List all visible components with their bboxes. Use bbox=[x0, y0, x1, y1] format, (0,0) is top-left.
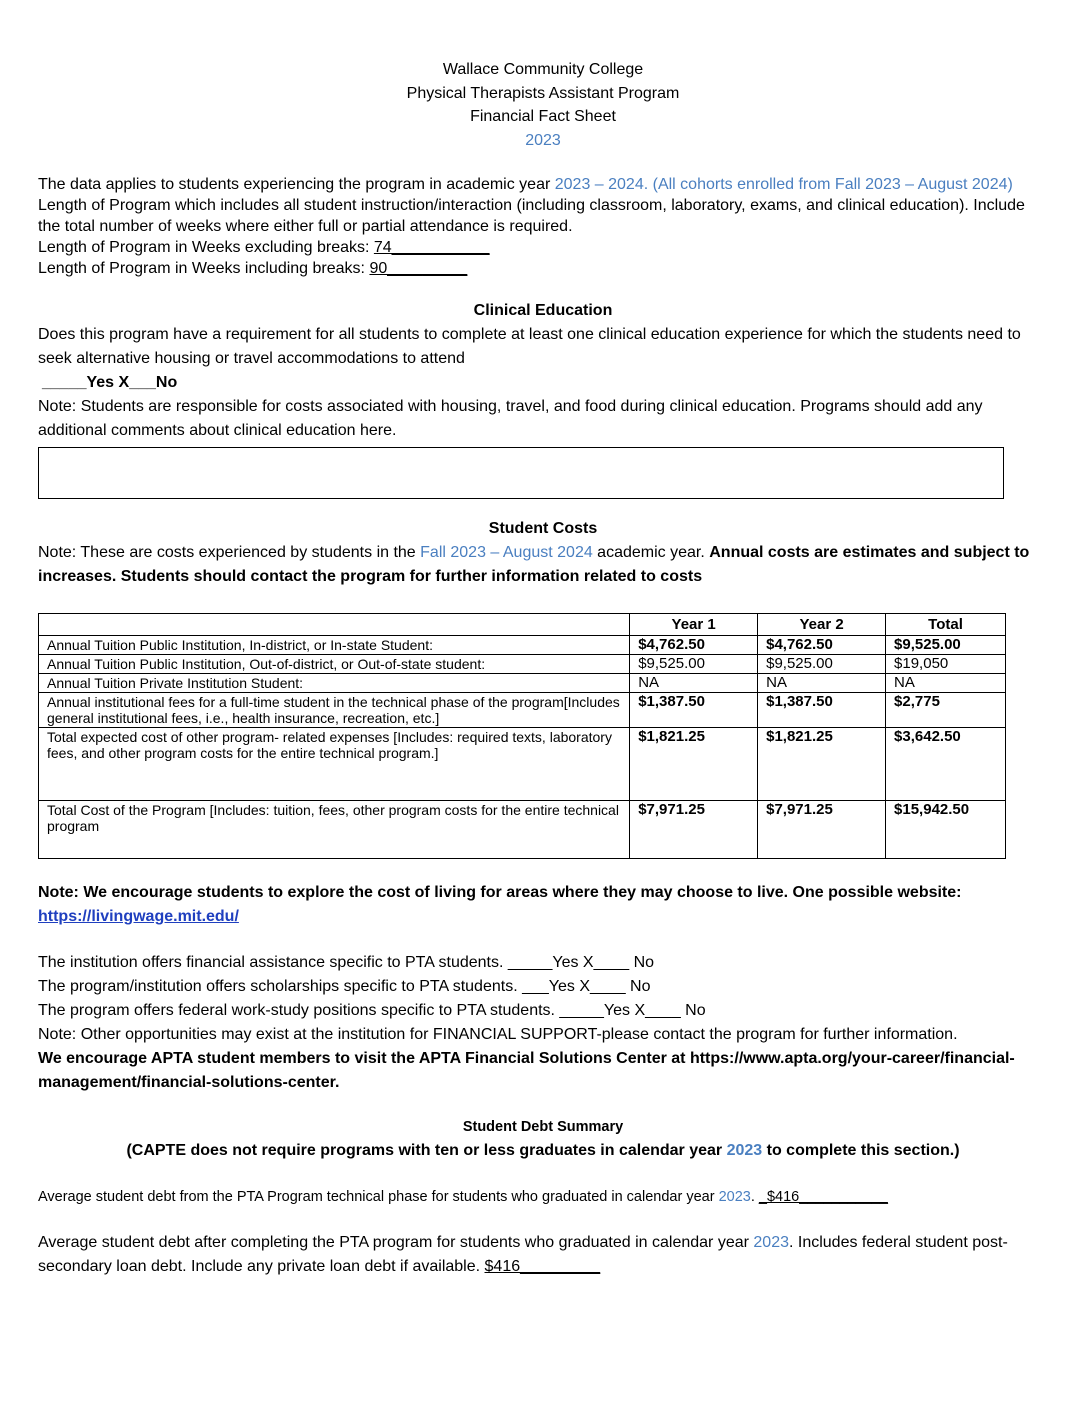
average-debt-technical: Average student debt from the PTA Program technical phase for students who graduated in calendar year 2023. _$416___________ bbox=[38, 1189, 888, 1205]
assistance-question: The institution offers financial assistance specific to PTA students. _____Yes X____ No bbox=[38, 954, 655, 971]
apta-note: We encourage APTA student members to visit the APTA Financial Solutions Center at https://www.apta.org/your-career/financial-management/financial-solutions-center. bbox=[38, 1050, 1015, 1091]
sheet-name: Financial Fact Sheet bbox=[470, 108, 616, 125]
intro-academic-year: The data applies to students experiencing the program in academic year 2023 – 2024. (All cohorts enrolled from Fall 2023 – August 2024) bbox=[38, 176, 1013, 193]
support-note: Note: Other opportunities may exist at the institution for FINANCIAL SUPPORT-please contact the program for further information. bbox=[38, 1026, 958, 1043]
length-including-breaks: Length of Program in Weeks including breaks: 90_________ bbox=[38, 260, 468, 277]
row-label: Total Cost of the Program [Includes: tuition, fees, other program costs for the entire technical program bbox=[39, 801, 630, 859]
row-label: Annual Tuition Public Institution, Out-of-district, or Out-of-state student: bbox=[39, 655, 630, 674]
fact-sheet-page bbox=[38, 58, 1048, 1279]
year2-value: $4,762.50 bbox=[758, 636, 886, 655]
table-row bbox=[39, 801, 1006, 859]
livingwage-link[interactable]: https://livingwage.mit.edu/ bbox=[38, 908, 239, 925]
total-value: $19,050 bbox=[886, 655, 1006, 674]
table-row bbox=[39, 674, 1006, 693]
year2-value: $1,821.25 bbox=[758, 728, 886, 801]
costs-note: Note: These are costs experienced by students in the Fall 2023 – August 2024 academic year. Annual costs are estimates and subject to increases. Students should contact the program for further information related to costs bbox=[38, 544, 1030, 585]
year1-value: $4,762.50 bbox=[630, 636, 758, 655]
row-label: Total expected cost of other program- related expenses [Includes: required texts, laboratory fees, and other program costs for the entire technical program.] bbox=[39, 728, 630, 801]
length-excluding-breaks: Length of Program in Weeks excluding breaks: 74___________ bbox=[38, 239, 490, 256]
college-name: Wallace Community College bbox=[442, 61, 644, 78]
year2-value: $9,525.00 bbox=[758, 655, 886, 674]
length-description: Length of Program which includes all student instruction/interaction (including classroom, laboratory, exams, and clinical education). Include the total number of weeks where either full or partial attendance is required. bbox=[38, 197, 1025, 235]
table-row bbox=[39, 693, 1006, 728]
row-label: Annual Tuition Public Institution, In-district, or In-state Student: bbox=[39, 636, 630, 655]
total-value: $9,525.00 bbox=[886, 636, 1006, 655]
column-header-year1: Year 1 bbox=[630, 614, 758, 636]
scholarship-question: The program/institution offers scholarships specific to PTA students. ___Yes X____ No bbox=[38, 978, 651, 995]
costs-table bbox=[38, 613, 1006, 859]
program-name: Physical Therapists Assistant Program bbox=[406, 84, 680, 102]
column-header-year2: Year 2 bbox=[758, 614, 886, 636]
cohorts-note: (All cohorts enrolled from Fall 2023 – August 2024) bbox=[652, 176, 1013, 193]
year1-value: $1,821.25 bbox=[630, 728, 758, 801]
table-row bbox=[39, 728, 1006, 801]
clinical-heading: Clinical Education bbox=[473, 302, 613, 319]
total-value: $2,775 bbox=[886, 693, 1006, 728]
year1-value: NA bbox=[630, 674, 758, 693]
work-study-question: The program offers federal work-study positions specific to PTA students. _____Yes X____ No bbox=[38, 1002, 706, 1019]
title-block bbox=[38, 58, 1048, 152]
header-label-cell bbox=[39, 614, 630, 636]
year1-value: $1,387.50 bbox=[630, 693, 758, 728]
weeks-including-value: 90_________ bbox=[369, 260, 468, 277]
year1-value: $7,971.25 bbox=[630, 801, 758, 859]
living-note: Note: We encourage students to explore the cost of living for areas where they may choose to live. One possible website: https://livingwage.mit.edu/ bbox=[38, 884, 962, 925]
clinical-comments-box[interactable] bbox=[38, 447, 1004, 499]
total-value: $15,942.50 bbox=[886, 801, 1006, 859]
average-debt-total-value: $416_________ bbox=[484, 1258, 601, 1275]
year2-value: $1,387.50 bbox=[758, 693, 886, 728]
clinical-question: Does this program have a requirement for all students to complete at least one clinical education experience for which the students need to seek alternative housing or travel accommodations to attend bbox=[38, 326, 1021, 367]
total-value: $3,642.50 bbox=[886, 728, 1006, 801]
year2-value: $7,971.25 bbox=[758, 801, 886, 859]
row-label: Annual institutional fees for a full-time student in the technical phase of the program[Includes general institutional fees, i.e., health insurance, recreation, etc.] bbox=[39, 693, 630, 728]
average-debt-technical-value: _$416___________ bbox=[758, 1189, 888, 1205]
weeks-excluding-value: 74___________ bbox=[373, 239, 490, 256]
capte-note: (CAPTE does not require programs with ten or less graduates in calendar year 2023 to complete this section.) bbox=[126, 1142, 960, 1159]
year2-value: NA bbox=[758, 674, 886, 693]
row-label: Annual Tuition Private Institution Student: bbox=[39, 674, 630, 693]
total-value: NA bbox=[886, 674, 1006, 693]
costs-heading: Student Costs bbox=[488, 520, 598, 537]
sheet-year: 2023 bbox=[525, 131, 561, 149]
clinical-note: Note: Students are responsible for costs associated with housing, travel, and food during clinical education. Programs should add any additional comments about clinical education here. bbox=[38, 398, 983, 439]
average-debt-total: Average student debt after completing the PTA program for students who graduated in calendar year 2023. Includes federal student post-secondary loan debt. Include any private loan debt if available. $416_________ bbox=[38, 1234, 1008, 1275]
table-row bbox=[39, 655, 1006, 674]
costs-table-header bbox=[39, 614, 1006, 636]
table-row bbox=[39, 636, 1006, 655]
column-header-total: Total bbox=[886, 614, 1006, 636]
clinical-answer: _____Yes X___No bbox=[42, 374, 178, 391]
year1-value: $9,525.00 bbox=[630, 655, 758, 674]
debt-heading: Student Debt Summary bbox=[462, 1119, 624, 1135]
